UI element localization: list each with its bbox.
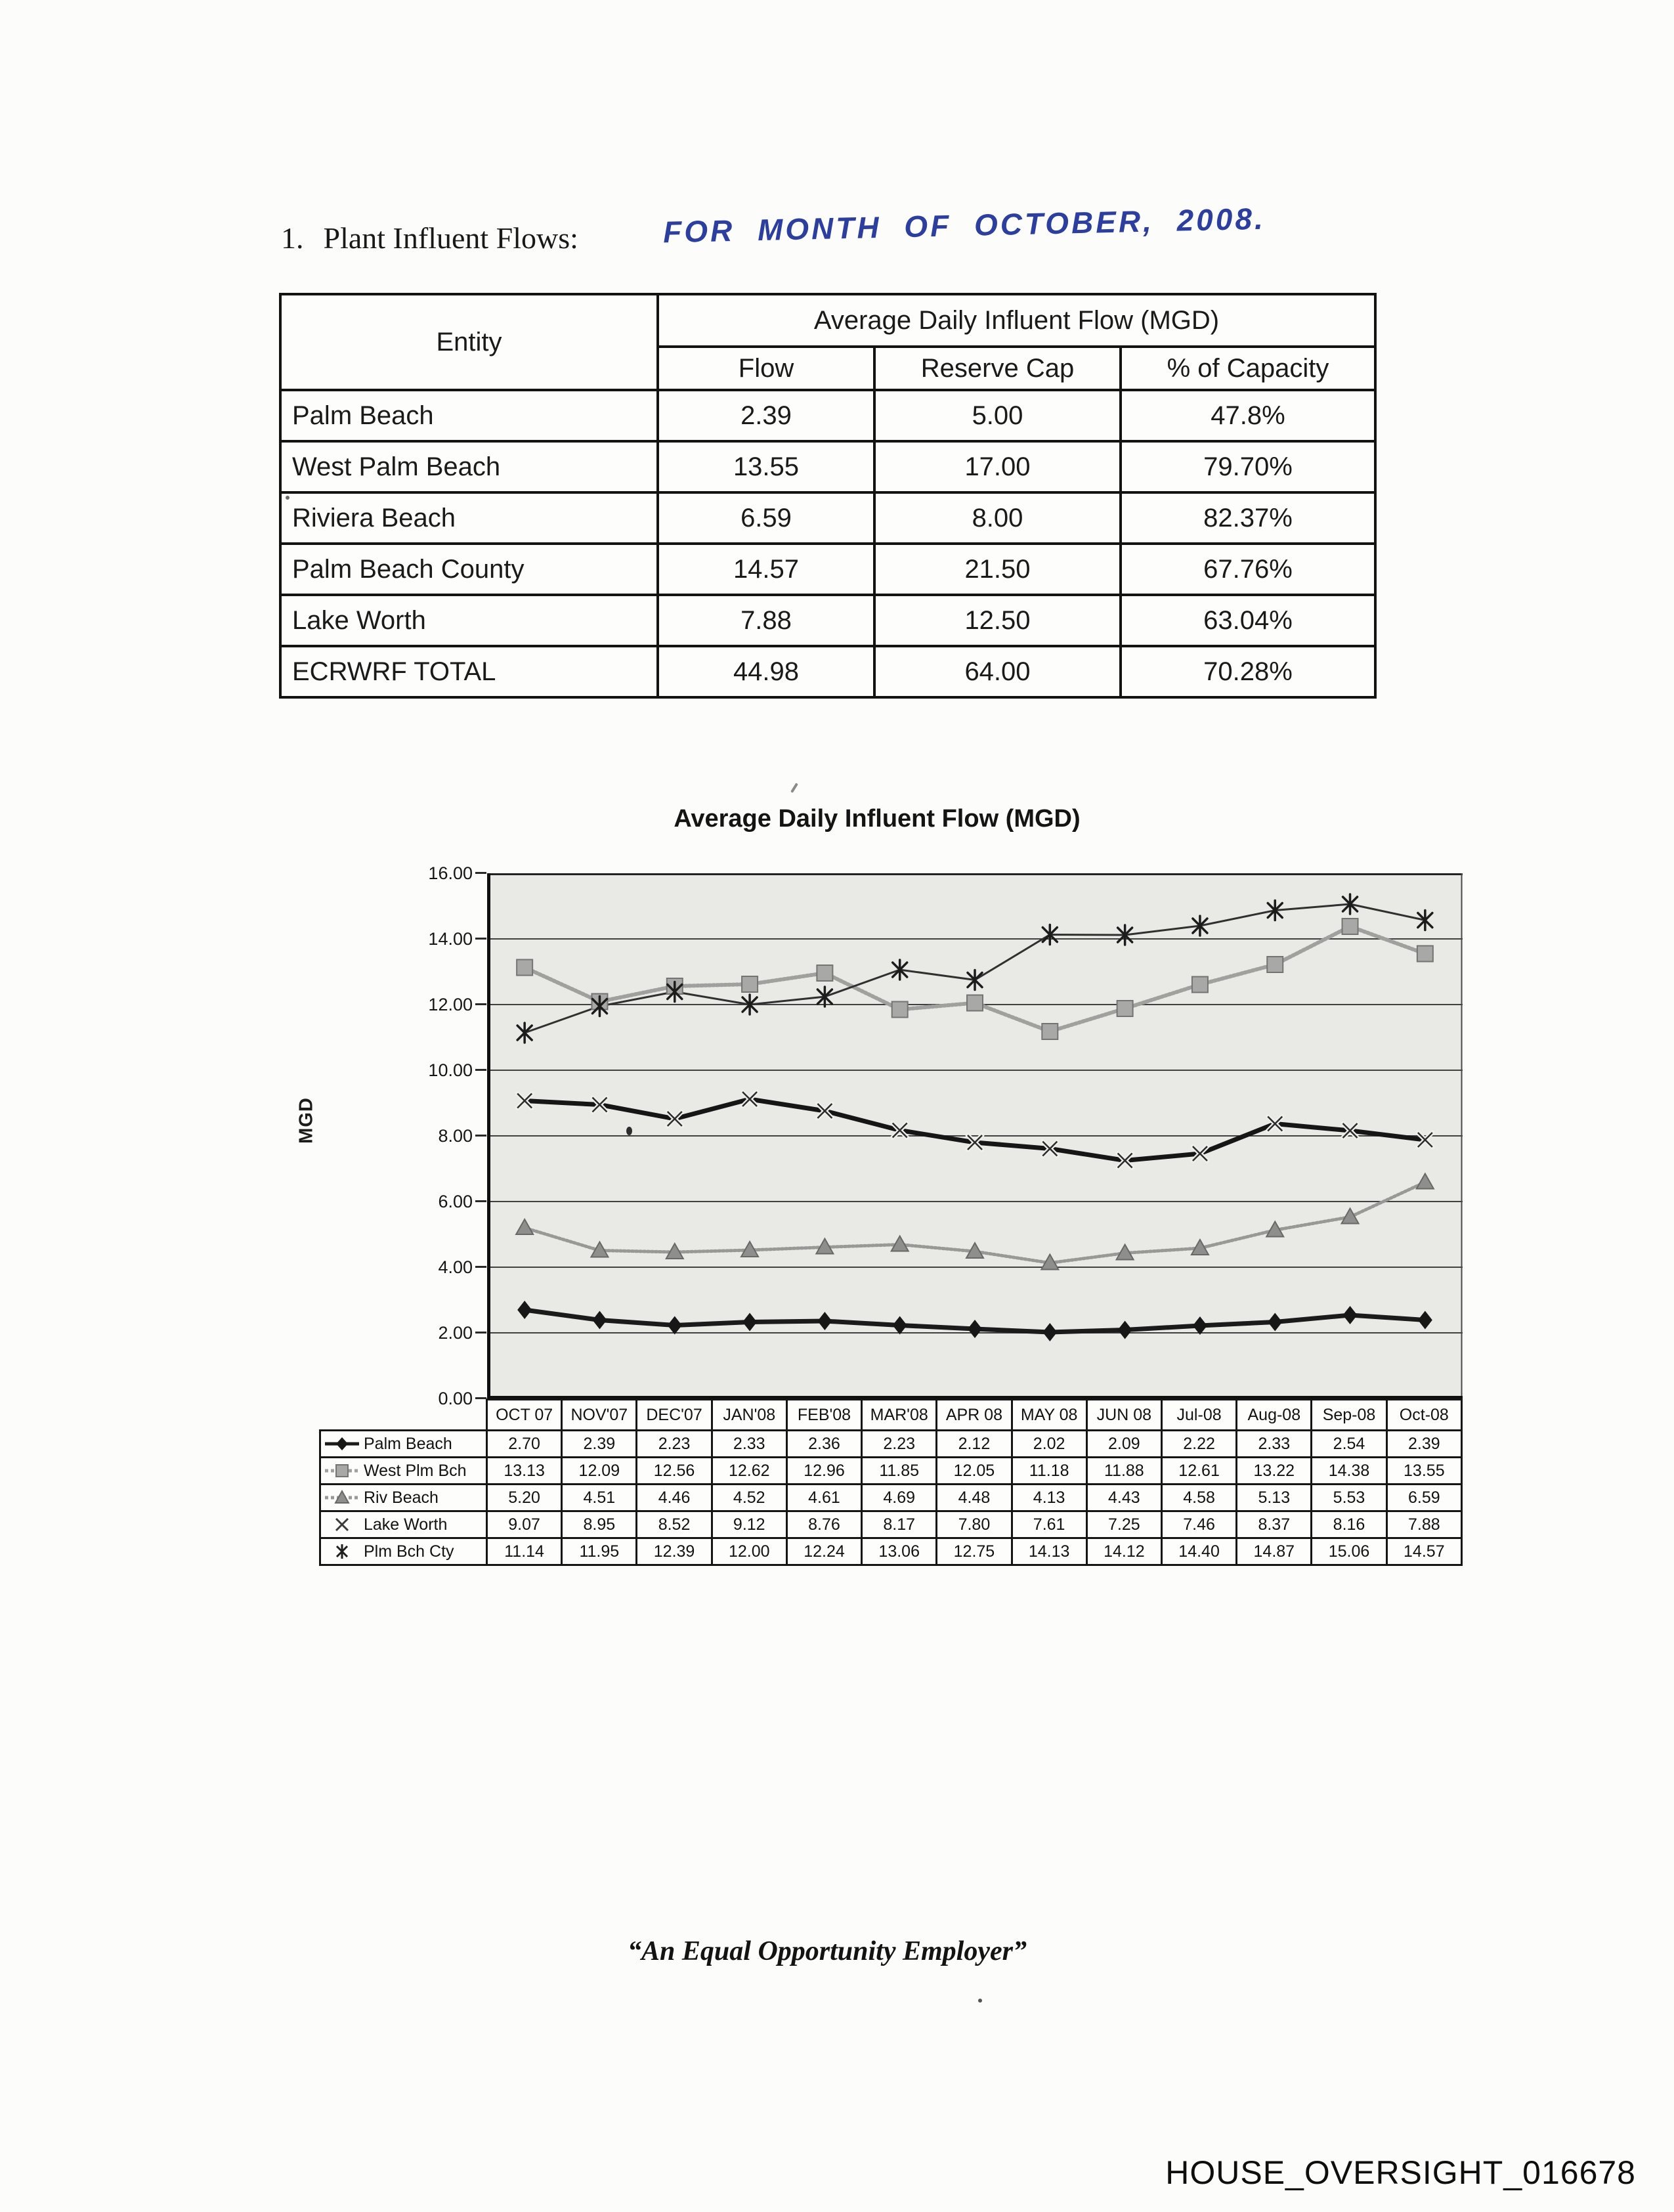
- chart-value-cell: 8.37: [1237, 1511, 1312, 1538]
- y-tick-mark: [475, 1200, 486, 1202]
- chart-value-cell: 11.18: [1012, 1458, 1086, 1485]
- flow-flow-cell: 13.55: [658, 441, 874, 492]
- y-tick-label: 4.00: [438, 1257, 473, 1277]
- chart-value-cell: 4.46: [637, 1485, 712, 1511]
- month-header: OCT 07: [487, 1400, 562, 1431]
- flow-flow-cell: 44.98: [658, 646, 874, 697]
- section-number: 1.: [281, 221, 304, 255]
- month-header: APR 08: [937, 1400, 1012, 1431]
- legend-cell: [320, 1485, 487, 1511]
- flow-reserve-cell: 8.00: [874, 492, 1121, 544]
- pct-capacity-column-header: % of Capacity: [1121, 347, 1375, 390]
- series-label: Palm Beach: [364, 1434, 452, 1453]
- legend-cell: [320, 1458, 487, 1485]
- legend-cell: [320, 1431, 487, 1458]
- y-axis-title: MGD: [295, 1097, 317, 1144]
- chart-value-cell: 2.09: [1086, 1431, 1161, 1458]
- chart-data-table: [319, 1399, 1463, 1566]
- chart-value-cell: 4.43: [1086, 1485, 1161, 1511]
- scan-speck: [626, 1127, 632, 1135]
- legend-square-icon: [324, 1462, 360, 1479]
- chart-value-cell: 7.25: [1086, 1511, 1161, 1538]
- month-header: JUN 08: [1086, 1400, 1161, 1431]
- legend-entry: [321, 1516, 486, 1533]
- flow-reserve-cell: 17.00: [874, 441, 1121, 492]
- handwritten-note: FOR MONTH OF OCTOBER, 2008.: [662, 201, 1266, 249]
- chart-value-cell: 11.85: [862, 1458, 937, 1485]
- flow-column-header: Flow: [658, 347, 874, 390]
- chart-table-body: [320, 1431, 1462, 1565]
- chart-title: Average Daily Influent Flow (MGD): [674, 805, 1081, 833]
- chart-value-cell: 2.12: [937, 1431, 1012, 1458]
- flow-pct-cell: 79.70%: [1121, 441, 1375, 492]
- chart-value-cell: 2.33: [1237, 1431, 1312, 1458]
- chart-value-cell: 11.14: [487, 1538, 562, 1565]
- chart-value-cell: 2.54: [1312, 1431, 1386, 1458]
- chart-value-cell: 5.53: [1312, 1485, 1386, 1511]
- month-header: Jul-08: [1161, 1400, 1236, 1431]
- flow-pct-cell: 63.04%: [1121, 595, 1375, 646]
- entity-column-header: Entity: [280, 294, 658, 390]
- series-label: Riv Beach: [364, 1488, 439, 1507]
- chart-value-cell: 8.17: [862, 1511, 937, 1538]
- marker-square: [1267, 957, 1283, 972]
- flow-reserve-cell: 12.50: [874, 595, 1121, 646]
- chart-value-cell: 12.24: [786, 1538, 861, 1565]
- chart-value-cell: 2.70: [487, 1431, 562, 1458]
- legend-asterisk-icon: [324, 1543, 360, 1560]
- chart-value-cell: 15.06: [1312, 1538, 1386, 1565]
- chart-value-cell: 2.33: [712, 1431, 786, 1458]
- chart-value-cell: 7.61: [1012, 1511, 1086, 1538]
- legend-x-icon: [324, 1516, 360, 1533]
- series-label: West Plm Bch: [364, 1461, 467, 1480]
- legend-cell: [320, 1511, 487, 1538]
- flow-flow-cell: 2.39: [658, 390, 874, 441]
- marker-square: [742, 976, 758, 992]
- flow-entity-cell: Palm Beach County: [280, 544, 658, 595]
- chart-value-cell: 4.51: [562, 1485, 637, 1511]
- flow-flow-cell: 7.88: [658, 595, 874, 646]
- chart-value-cell: 5.20: [487, 1485, 562, 1511]
- month-header-row: [320, 1400, 1462, 1431]
- y-tick-mark: [475, 872, 486, 874]
- chart-value-cell: 14.12: [1086, 1538, 1161, 1565]
- month-header: Oct-08: [1386, 1400, 1461, 1431]
- marker-square: [1192, 977, 1208, 993]
- chart-value-cell: 14.57: [1386, 1538, 1461, 1565]
- y-tick-mark: [475, 1266, 486, 1268]
- footer-text: “An Equal Opportunity Employer”: [628, 1936, 1027, 1966]
- marker-square: [1042, 1024, 1058, 1039]
- chart-value-cell: 5.13: [1237, 1485, 1312, 1511]
- flow-flow-cell: 6.59: [658, 492, 874, 544]
- month-header: Aug-08: [1237, 1400, 1312, 1431]
- y-tick-label: 0.00: [438, 1389, 473, 1408]
- flow-entity-cell: ECRWRF TOTAL: [280, 646, 658, 697]
- chart-value-cell: 2.23: [637, 1431, 712, 1458]
- chart-value-cell: 8.52: [637, 1511, 712, 1538]
- flow-pct-cell: 70.28%: [1121, 646, 1375, 697]
- chart-value-cell: 4.48: [937, 1485, 1012, 1511]
- chart-value-cell: 4.61: [786, 1485, 861, 1511]
- flow-reserve-cell: 21.50: [874, 544, 1121, 595]
- flow-pct-cell: 47.8%: [1121, 390, 1375, 441]
- y-tick-mark: [475, 1332, 486, 1334]
- y-tick-label: 10.00: [428, 1060, 473, 1080]
- flow-pct-cell: 67.76%: [1121, 544, 1375, 595]
- y-tick-mark: [475, 938, 486, 940]
- chart-value-cell: 7.80: [937, 1511, 1012, 1538]
- chart-value-cell: 13.22: [1237, 1458, 1312, 1485]
- marker-square: [1417, 946, 1433, 962]
- plot-area: [487, 873, 1463, 1399]
- flow-reserve-cell: 64.00: [874, 646, 1121, 697]
- chart-value-cell: 12.61: [1161, 1458, 1236, 1485]
- marker-square: [817, 965, 832, 981]
- chart-value-cell: 2.22: [1161, 1431, 1236, 1458]
- chart-value-cell: 12.56: [637, 1458, 712, 1485]
- flow-reserve-cell: 5.00: [874, 390, 1121, 441]
- y-tick-mark: [475, 1135, 486, 1137]
- legend-triangle-icon: [324, 1489, 360, 1506]
- chart-table-row-west-plm-bch: [320, 1458, 1462, 1485]
- flow-table-row: [280, 390, 1375, 441]
- chart-value-cell: 2.36: [786, 1431, 861, 1458]
- flow-table-row: [280, 646, 1375, 697]
- y-tick-label: 8.00: [438, 1126, 473, 1146]
- month-header: Sep-08: [1312, 1400, 1386, 1431]
- flow-entity-cell: Lake Worth: [280, 595, 658, 646]
- chart-table-row-lake-worth: [320, 1511, 1462, 1538]
- chart-table-corner: [320, 1400, 487, 1431]
- marker-square: [1117, 1001, 1133, 1016]
- flow-entity-cell: Palm Beach: [280, 390, 658, 441]
- chart-value-cell: 2.02: [1012, 1431, 1086, 1458]
- document-id: HOUSE_OVERSIGHT_016678: [1165, 2154, 1636, 2191]
- month-header: NOV'07: [562, 1400, 637, 1431]
- flow-flow-cell: 14.57: [658, 544, 874, 595]
- chart-value-cell: 2.39: [1386, 1431, 1461, 1458]
- chart-value-cell: 14.40: [1161, 1538, 1236, 1565]
- chart-value-cell: 2.39: [562, 1431, 637, 1458]
- legend-entry: [321, 1543, 486, 1560]
- chart-value-cell: 12.09: [562, 1458, 637, 1485]
- y-tick-label: 14.00: [428, 929, 473, 949]
- flow-table-row: [280, 492, 1375, 544]
- marker-square: [517, 960, 532, 976]
- chart-value-cell: 6.59: [1386, 1485, 1461, 1511]
- chart-value-cell: 13.55: [1386, 1458, 1461, 1485]
- flow-entity-cell: West Palm Beach: [280, 441, 658, 492]
- y-tick-mark: [475, 1069, 486, 1071]
- series-label: Lake Worth: [364, 1515, 448, 1534]
- flow-pct-cell: 82.37%: [1121, 492, 1375, 544]
- y-tick-label: 2.00: [438, 1323, 473, 1343]
- marker-square: [967, 995, 983, 1011]
- y-tick-label: 12.00: [428, 995, 473, 1014]
- chart-table-row-palm-beach: [320, 1431, 1462, 1458]
- chart-table-row-plm-bch-cty: [320, 1538, 1462, 1565]
- month-header: FEB'08: [786, 1400, 861, 1431]
- legend-cell: [320, 1538, 487, 1565]
- chart-value-cell: 12.00: [712, 1538, 786, 1565]
- legend-diamond-icon: [324, 1435, 360, 1452]
- section-title: Plant Influent Flows:: [323, 221, 578, 255]
- y-tick-label: 6.00: [438, 1192, 473, 1211]
- chart-value-cell: 13.06: [862, 1538, 937, 1565]
- chart-value-cell: 4.69: [862, 1485, 937, 1511]
- chart-value-cell: 12.39: [637, 1538, 712, 1565]
- chart-value-cell: 8.95: [562, 1511, 637, 1538]
- chart-value-cell: 12.05: [937, 1458, 1012, 1485]
- chart-value-cell: 2.23: [862, 1431, 937, 1458]
- flow-table-row: [280, 544, 1375, 595]
- chart-value-cell: 7.46: [1161, 1511, 1236, 1538]
- flow-group-header: Average Daily Influent Flow (MGD): [658, 294, 1375, 347]
- influent-flow-table: [279, 293, 1377, 699]
- chart-value-cell: 9.12: [712, 1511, 786, 1538]
- y-tick-mark: [475, 1003, 486, 1005]
- chart-value-cell: 12.96: [786, 1458, 861, 1485]
- series-label: Plm Bch Cty: [364, 1542, 454, 1561]
- month-header: DEC'07: [637, 1400, 712, 1431]
- chart-value-cell: 12.62: [712, 1458, 786, 1485]
- scan-speck: [978, 1999, 982, 2003]
- chart-value-cell: 13.13: [487, 1458, 562, 1485]
- month-header: MAR'08: [862, 1400, 937, 1431]
- chart-value-cell: 4.58: [1161, 1485, 1236, 1511]
- chart-value-cell: 14.87: [1237, 1538, 1312, 1565]
- reserve-cap-column-header: Reserve Cap: [874, 347, 1121, 390]
- marker-square: [892, 1002, 908, 1018]
- legend-entry: [321, 1462, 486, 1479]
- chart-value-cell: 9.07: [487, 1511, 562, 1538]
- chart-value-cell: 4.13: [1012, 1485, 1086, 1511]
- chart-value-cell: 12.75: [937, 1538, 1012, 1565]
- month-header: JAN'08: [712, 1400, 786, 1431]
- chart-value-cell: 4.52: [712, 1485, 786, 1511]
- chart-table-row-riv-beach: [320, 1485, 1462, 1511]
- chart-value-cell: 8.76: [786, 1511, 861, 1538]
- month-header: MAY 08: [1012, 1400, 1086, 1431]
- chart-value-cell: 7.88: [1386, 1511, 1461, 1538]
- chart-value-cell: 14.38: [1312, 1458, 1386, 1485]
- legend-entry: [321, 1435, 486, 1452]
- marker-square: [1342, 919, 1358, 934]
- section-heading: [281, 221, 578, 255]
- flow-table-row: [280, 441, 1375, 492]
- scan-speck: [286, 496, 290, 500]
- flow-entity-cell: Riviera Beach: [280, 492, 658, 544]
- scan-speck: [790, 783, 798, 793]
- flow-table-body: [280, 390, 1375, 697]
- legend-entry: [321, 1489, 486, 1506]
- chart-value-cell: 11.95: [562, 1538, 637, 1565]
- y-tick-label: 16.00: [428, 863, 473, 883]
- chart-value-cell: 14.13: [1012, 1538, 1086, 1565]
- chart-value-cell: 8.16: [1312, 1511, 1386, 1538]
- flow-table-row: [280, 595, 1375, 646]
- chart-value-cell: 11.88: [1086, 1458, 1161, 1485]
